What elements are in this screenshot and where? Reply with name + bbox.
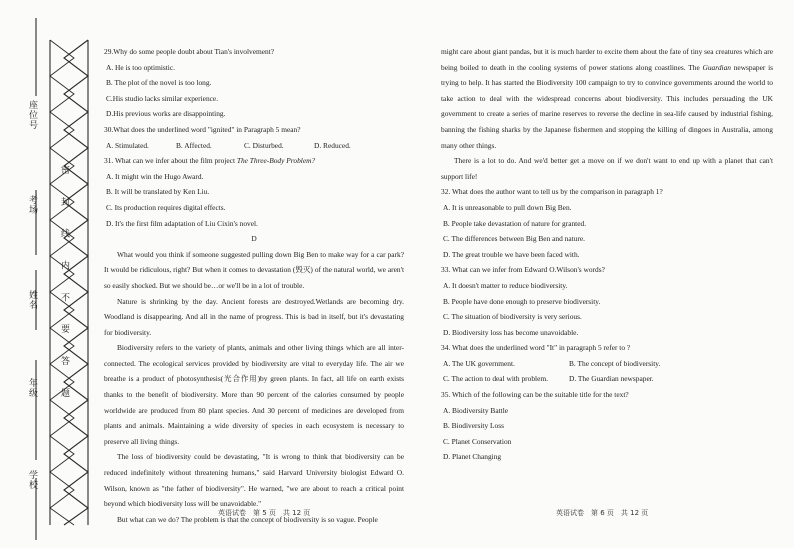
right-column: [441, 44, 773, 465]
q31-option-d: D. It's the first film adaptation of Liu Cixin's novel.: [106, 218, 258, 228]
passage-paragraph-2: Nature is shrinking by the day. Ancient forests are destroyed.Wetlands are becoming dry. Woodland is disappearing. And all in the name of progress. This is bad in itself, but it's devastating for biodiversity.: [104, 296, 404, 337]
q30-option-d: D. Reduced.: [314, 140, 351, 150]
q33-option-b: B. People have done enough to preserve biodiversity.: [443, 296, 601, 306]
q29-option-d: D.His previous works are disappointing.: [106, 109, 226, 119]
paragraph-5-text-a: might care about giant pandas, but it is much harder to excite them about the fate of tiny sea creatures which are being boiled to death in the cooling systems of power stations along coastlines. The: [441, 47, 773, 72]
question-29-stem: 29.Why do some people doubt about Tian's involvement?: [104, 47, 275, 56]
q34-option-b: B. The concept of biodiversity.: [569, 358, 661, 368]
q32-option-d: D. The great trouble we have been faced with.: [443, 249, 580, 259]
q30-option-b: B. Affected.: [176, 140, 212, 150]
q31-option-b: B. It will be translated by Ken Liu.: [106, 187, 210, 197]
q32-option-a: A. It is unreasonable to pull down Big Ben.: [443, 202, 572, 212]
q30-option-a: A. Stimulated.: [106, 140, 149, 150]
q35-option-c: C. Planet Conservation: [443, 436, 512, 446]
exam-room-label: 考场: [27, 195, 37, 215]
question-32-stem: 32. What does the author want to tell us by the comparison in paragraph 1?: [441, 187, 663, 197]
q33-option-a: A. It doesn't matter to reduce biodiversity.: [443, 280, 568, 290]
q32-option-c: C. The differences between Big Ben and nature.: [443, 234, 585, 244]
q34-option-a: A. The UK government.: [443, 358, 515, 368]
section-d-heading: D: [251, 234, 257, 244]
q32-option-b: B. People take devastation of nature for granted.: [443, 218, 587, 228]
name-label: 姓名: [27, 290, 37, 310]
right-page-footer: 英语试卷 第 6 页 共 12 页: [556, 509, 649, 517]
q35-option-d: D. Planet Changing: [443, 452, 502, 462]
binding-margin: [0, 0, 92, 548]
left-page-footer: 英语试卷 第 5 页 共 12 页: [218, 509, 311, 517]
seat-number-label: 座位号: [27, 100, 37, 130]
passage-paragraph-5-start: But what can we do? The problem is that the concept of biodiversity is so vague. People: [117, 514, 378, 524]
guardian-title: Guardian: [702, 62, 731, 72]
question-34-stem: 34. What does the underlined word "It" in paragraph 5 refer to ?: [441, 343, 631, 353]
margin-lines: [0, 0, 92, 548]
q29-option-b: B. The plot of the novel is too long.: [106, 78, 212, 88]
question-35-stem: 35. Which of the following can be the suitable title for the text?: [441, 390, 629, 400]
q34-options-row-1: [441, 356, 773, 372]
passage-paragraph-5-cont: [441, 44, 773, 153]
q35-option-b: B. Biodiversity Loss: [443, 421, 504, 431]
q34-option-c: C. The action to deal with problem.: [443, 374, 548, 384]
q31-film-title: The Three-Body Problem?: [236, 156, 316, 166]
paragraph-5-text-b: newspaper is trying to help. It has started the Biodiversity 100 campaign to try to convince governments around the world to take action to deal with the widespread concerns about biodiversity. This includes persuading the UK government to create a series of marine reserves to reverse the decline in sea-life caused by industrial fishing, banning the fishing sharks by the Japanese fishermen and stopping the killing of dingoes in Australia, among many other things.: [441, 62, 774, 150]
q31-stem-text: 31. What can we infer about the film project: [104, 156, 237, 166]
q29-option-a: A. He is too optimistic.: [106, 62, 175, 72]
left-column: [104, 44, 404, 527]
q35-option-a: A. Biodiversity Battle: [443, 405, 509, 415]
passage-paragraph-4: The loss of biodiversity could be devastating, "It is wrong to think that biodiversity can be reduced indefinitely without threatening humans," said Harvard University biologist Edward O. Wilson, known as "the father of biodiversity". He warned, "we are about to reach a critical point beyond which biodiversity loss will be unavoidable.": [104, 452, 404, 509]
q30-options: [104, 138, 404, 154]
q31-option-c: C. Its production requires digital effects.: [106, 202, 226, 212]
q29-option-c: C.His studio lacks similar experience.: [106, 93, 219, 103]
passage-paragraph-6: There is a lot to do. And we'd better get a move on if we don't want to end up with a planet that can't support life!: [441, 156, 773, 181]
school-label: 学校: [27, 470, 37, 490]
question-31-stem: [104, 153, 404, 169]
passage-paragraph-1: What would you think if someone suggested pulling down Big Ben to make way for a car park? It would be ridiculous, right? But when it comes to devastation (毁灭) of the natural world, we aren't so easily shocked. But we should be…or we'll be in a lot of trouble.: [104, 249, 404, 290]
question-33-stem: 33. What can we infer from Edward O.Wilson's words?: [441, 265, 605, 275]
q33-option-c: C. The situation of biodiversity is very serious.: [443, 312, 582, 322]
seal-line-notice: 密 封 线 内 不 要 答 题: [59, 165, 69, 408]
q31-option-a: A. It might win the Hugo Award.: [106, 171, 204, 181]
passage-paragraph-3: Biodiversity refers to the variety of plants, animals and other living things which are all inter-connected. The ecological services provided by biodiversity are vital to everyday life. The air we breathe is a product of photosynthesis(光合作用)by green plants. In fact, all life on earth exists thanks to the benefit of biodiversity. More than 90 percent of the calories consumed by people worldwide are produced from 80 plant species. And 30 percent of medicines are developed from plants and animals. Maintaining a wide diversity of species in each ecosystem is necessary to preserve all living things.: [104, 343, 404, 446]
q33-option-d: D. Biodiversity loss has become unavoidable.: [443, 327, 579, 337]
q34-option-d: D. The Guardian newspaper.: [569, 374, 654, 384]
question-30-stem: 30.What does the underlined word "ignited" in Paragraph 5 mean?: [104, 124, 301, 134]
q30-option-c: C. Disturbed.: [244, 140, 284, 150]
q34-options-row-2: [441, 371, 773, 387]
grade-label: 年级: [27, 378, 37, 398]
